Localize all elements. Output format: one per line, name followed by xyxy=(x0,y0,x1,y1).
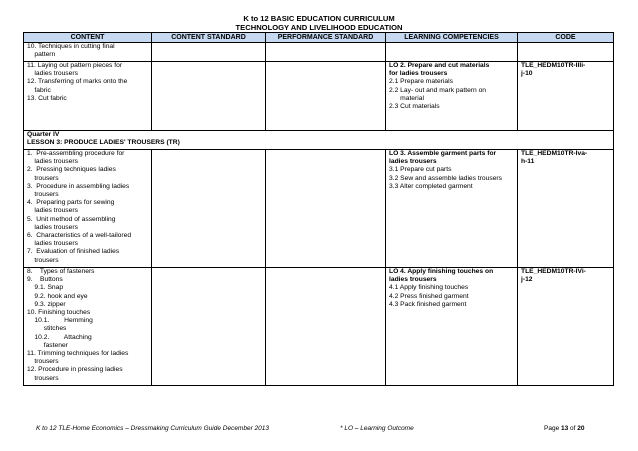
competency-cell xyxy=(386,62,518,131)
text-line: ladies trousers xyxy=(27,158,78,166)
text-line: material xyxy=(389,94,424,102)
competency-list xyxy=(389,284,514,309)
learning-outcome-title xyxy=(389,150,514,166)
text-line: 8. Types of fasteners xyxy=(27,268,95,275)
quarter-label: Quarter IV xyxy=(27,131,60,138)
text-line: 9.2. hook and eye xyxy=(27,292,88,300)
code-cell xyxy=(518,268,614,386)
page-total: 20 xyxy=(577,425,585,432)
text-line: fabric xyxy=(27,86,51,94)
content-standard-cell xyxy=(152,268,266,386)
text-line: ladies trousers xyxy=(27,223,78,231)
text-line: 10. Techniques in cutting final xyxy=(27,43,115,50)
text-line: h-11 xyxy=(521,158,535,166)
text-line: TLE_HEDM10TR-IIIi- xyxy=(521,62,586,69)
text-line: LO 4. Apply finishing touches on xyxy=(389,268,494,275)
learning-outcome-title xyxy=(389,62,514,78)
column-header-learning-competencies: LEARNING COMPETENCIES xyxy=(386,33,518,43)
text-line: trousers xyxy=(27,358,59,366)
content-cell xyxy=(24,43,152,62)
column-header-performance-standard: PERFORMANCE STANDARD xyxy=(266,33,386,43)
text-line: for ladies trousers xyxy=(389,70,448,78)
text-line: 9.3. zipper xyxy=(27,300,66,308)
text-line: 3.1 Prepare cut parts xyxy=(389,166,452,174)
learning-outcome-title xyxy=(389,268,514,284)
text-line: 11. Laying out pattern pieces for xyxy=(27,62,123,69)
text-line: 4. Preparing parts for sewing xyxy=(27,199,115,207)
column-header-content: CONTENT xyxy=(24,33,152,43)
section-filler-cell xyxy=(266,131,614,150)
competency-cell xyxy=(386,150,518,268)
text-line: 3.2 Sew and assemble ladies trousers xyxy=(389,174,503,182)
table-row xyxy=(24,268,614,386)
text-line: j-12 xyxy=(521,276,533,284)
column-header-content-standard: CONTENT STANDARD xyxy=(152,33,266,43)
text-line: j-10 xyxy=(521,70,533,78)
performance-standard-cell xyxy=(266,62,386,131)
text-line: ladies trousers xyxy=(389,158,437,166)
competency-list xyxy=(389,78,514,111)
text-line: 5. Unit method of assembling xyxy=(27,215,116,223)
text-line: pattern xyxy=(27,51,56,59)
text-line: 2.3 Cut materials xyxy=(389,103,440,111)
table-row xyxy=(24,43,614,62)
code-cell xyxy=(518,62,614,131)
text-line: 2.2 Lay- out and mark pattern on xyxy=(389,86,487,94)
performance-standard-cell xyxy=(266,150,386,268)
text-line: TLE_HEDM10TR-Iva- xyxy=(521,150,588,157)
content-cell xyxy=(24,150,152,268)
text-line: 10.2. Attaching xyxy=(27,333,92,341)
text-line: ladies trousers xyxy=(27,70,78,78)
text-line: 10.1. Hemming xyxy=(27,317,93,325)
text-line: fastener xyxy=(27,341,68,349)
text-line: 4.2 Press finished garment xyxy=(389,292,469,300)
text-line: 13. Cut fabric xyxy=(27,94,67,102)
table-row xyxy=(24,150,614,268)
content-standard-cell xyxy=(152,62,266,131)
text-line: 1. Pre-assembling procedure for xyxy=(27,150,125,157)
section-heading-cell xyxy=(24,131,266,150)
competency-cell xyxy=(386,268,518,386)
content-standard-cell xyxy=(152,150,266,268)
page-number xyxy=(544,425,585,432)
header-line-2: TECHNOLOGY AND LIVELIHOOD EDUCATION xyxy=(235,23,403,32)
text-line: 9. Buttons xyxy=(27,276,63,284)
text-line: LO 2. Prepare and cut materials xyxy=(389,62,490,69)
text-line: 2.1 Prepare materials xyxy=(389,78,453,86)
text-line: trousers xyxy=(27,256,59,264)
footer-legend: * LO – Learning Outcome xyxy=(340,425,414,432)
content-standard-cell xyxy=(152,43,266,62)
text-line: 7. Evaluation of finished ladies xyxy=(27,248,120,256)
code-cell xyxy=(518,150,614,268)
text-line: 4.3 Pack finished garment xyxy=(389,300,467,308)
curriculum-table xyxy=(23,32,614,386)
column-header-code: CODE xyxy=(518,33,614,43)
lesson-title: LESSON 3: PRODUCE LADIES' TROUSERS (TR) xyxy=(27,139,180,147)
text-line: trousers xyxy=(27,191,59,199)
text-line: 9.1. Snap xyxy=(27,284,64,292)
table-header-row xyxy=(24,33,614,43)
text-line: trousers xyxy=(27,374,59,382)
competency-cell xyxy=(386,43,518,62)
text-line: LO 3. Assemble garment parts for xyxy=(389,150,497,157)
text-line: 10. Finishing touches xyxy=(27,309,91,317)
text-line: ladies trousers xyxy=(27,207,78,215)
text-line: 11. Trimming techniques for ladies xyxy=(27,350,129,358)
performance-standard-cell xyxy=(266,268,386,386)
text-line: 6. Characteristics of a well-tailored xyxy=(27,232,132,240)
header-line-1: K to 12 BASIC EDUCATION CURRICULUM xyxy=(243,14,395,23)
document-header xyxy=(0,14,638,32)
text-line: TLE_HEDM10TR-IVi- xyxy=(521,268,586,275)
quarter-section-row xyxy=(24,131,614,150)
text-line: trousers xyxy=(27,174,59,182)
performance-standard-cell xyxy=(266,43,386,62)
text-line: 3. Procedure in assembling ladies xyxy=(27,182,130,190)
content-cell xyxy=(24,268,152,386)
text-line: 12. Procedure in pressing ladies xyxy=(27,366,123,374)
content-cell xyxy=(24,62,152,131)
text-line: 4.1 Apply finishing touches xyxy=(389,284,469,292)
text-line: ladies trousers xyxy=(389,276,437,284)
page-of-label: of xyxy=(568,425,578,432)
text-line: stitches xyxy=(27,325,67,333)
text-line: 3.3 Alter completed garment xyxy=(389,182,473,190)
code-cell xyxy=(518,43,614,62)
table-row xyxy=(24,62,614,131)
footer-guide-title: K to 12 TLE-Home Economics – Dressmaking Curriculum Guide December 2013 xyxy=(36,425,270,432)
text-line: 2. Pressing techniques ladies xyxy=(27,166,116,174)
text-line: ladies trousers xyxy=(27,240,78,248)
text-line: 12. Transferring of marks onto the xyxy=(27,78,128,86)
page-current: 13 xyxy=(561,425,569,432)
competency-list xyxy=(389,166,514,191)
page-label: Page xyxy=(544,425,561,432)
